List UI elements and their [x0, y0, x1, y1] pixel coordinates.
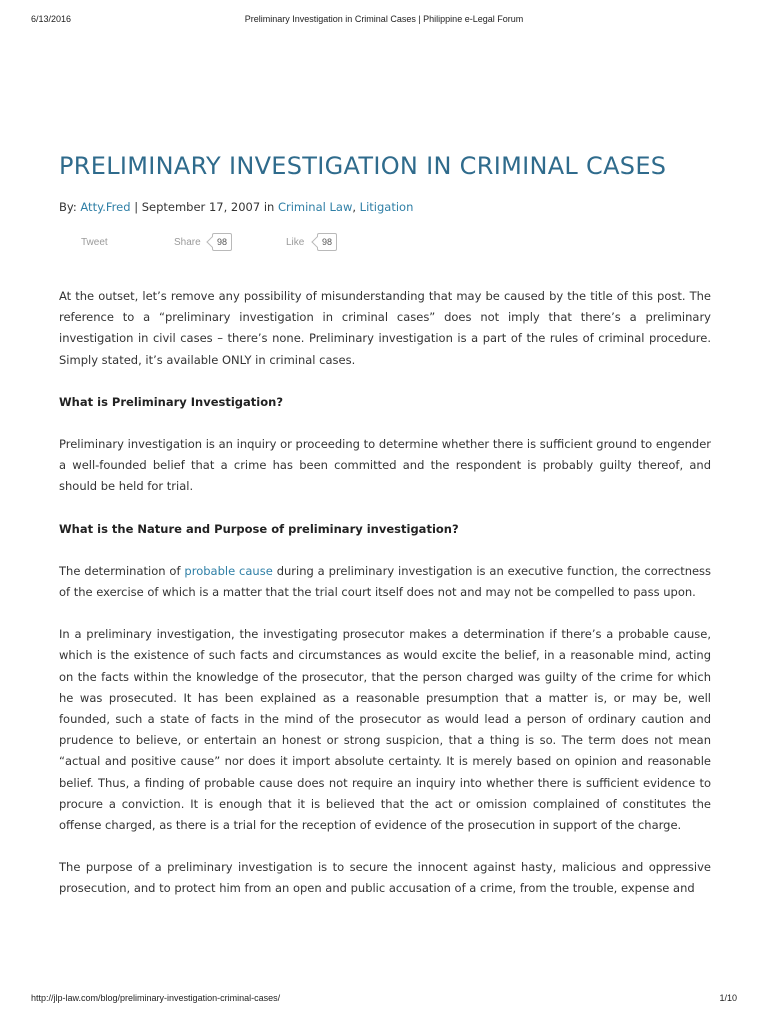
article	[59, 150, 711, 921]
print-date: 6/13/2016	[31, 14, 72, 24]
print-page-number: 1/10	[719, 993, 737, 1003]
tweet-button[interactable]: Tweet	[81, 237, 108, 248]
heading-nature-and-purpose: What is the Nature and Purpose of preliminary investigation?	[59, 521, 459, 536]
category-separator: ,	[352, 200, 357, 214]
post-date: September 17, 2007	[141, 200, 261, 214]
paragraph-determination	[59, 561, 711, 603]
article-body	[59, 286, 711, 900]
paragraph-intro: At the outset, let’s remove any possibility of misunderstanding that may be caused by the title of this post. The reference to a “preliminary investigation in criminal cases” does not imply that there’s a preliminary investigation in civil cases – there’s none. Preliminary investigation is a part of the rules of criminal procedure. Simply stated, it’s available ONLY in criminal cases.	[59, 289, 711, 367]
share-bar	[59, 233, 711, 255]
by-label: By:	[59, 200, 77, 214]
print-page-title: Preliminary Investigation in Criminal Cases | Philippine e-Legal Forum	[244, 14, 524, 24]
probable-cause-link[interactable]: probable cause	[184, 563, 273, 578]
paragraph-determination-end: during a preliminary investigation is an executive function, the correctness of the exercise of which is a matter that the trial court itself does not and may not be compelled to pass upon.	[59, 563, 712, 600]
share-button[interactable]: Share	[174, 237, 201, 248]
article-title: PRELIMINARY INVESTIGATION IN CRIMINAL CASES	[59, 152, 667, 180]
print-header	[0, 14, 768, 28]
print-footer	[0, 993, 768, 1007]
paragraph-probable-cause: In a preliminary investigation, the investigating prosecutor makes a determination if there’s a probable cause, which is the existence of such facts and circumstances as would excite the belief, in a reasonable mind, acting on the facts within the knowledge of the prosecutor, that the person charged was guilty of the crime for which he was prosecuted. It has been explained as a reasonable presumption that a matter is, or may be, well founded, such a state of facts in the mind of the prosecutor as would lead a person of ordinary caution and prudence to believe, or entertain an honest or strong suspicion, that a thing is so. The term does not mean “actual and positive cause” nor does it import absolute certainty. It is merely based on opinion and reasonable belief. Thus, a finding of probable cause does not require an inquiry into whether there is sufficient evidence to procure a conviction. It is enough that it is believed that the act or omission complained of constitutes the offense charged, as there is a trial for the reception of evidence of the prosecution in support of the charge.	[59, 627, 711, 833]
like-button[interactable]: Like	[286, 237, 305, 248]
like-count: 98	[317, 233, 337, 251]
meta-separator: |	[134, 200, 139, 214]
paragraph-purpose: The purpose of a preliminary investigation is to secure the innocent against hasty, malicious and oppressive prosecution, and to protect him from an open and public accusation of a crime, from the trouble, expense and	[59, 860, 711, 896]
article-meta	[59, 199, 711, 215]
category-link-litigation[interactable]: Litigation	[359, 200, 414, 214]
in-label: in	[263, 200, 275, 214]
print-url: http://jlp-law.com/blog/preliminary-investigation-criminal-cases/	[31, 993, 281, 1003]
share-count: 98	[212, 233, 232, 251]
heading-what-is-preliminary-investigation: What is Preliminary Investigation?	[59, 394, 283, 409]
category-link-criminal-law[interactable]: Criminal Law	[277, 200, 353, 214]
paragraph-determination-start: The determination of	[59, 563, 181, 578]
paragraph-definition: Preliminary investigation is an inquiry or proceeding to determine whether there is sufficient ground to engender a well-founded belief that a crime has been committed and the respondent is probably guilty thereof, and should be held for trial.	[59, 437, 711, 494]
author-link[interactable]: Atty.Fred	[80, 200, 131, 214]
